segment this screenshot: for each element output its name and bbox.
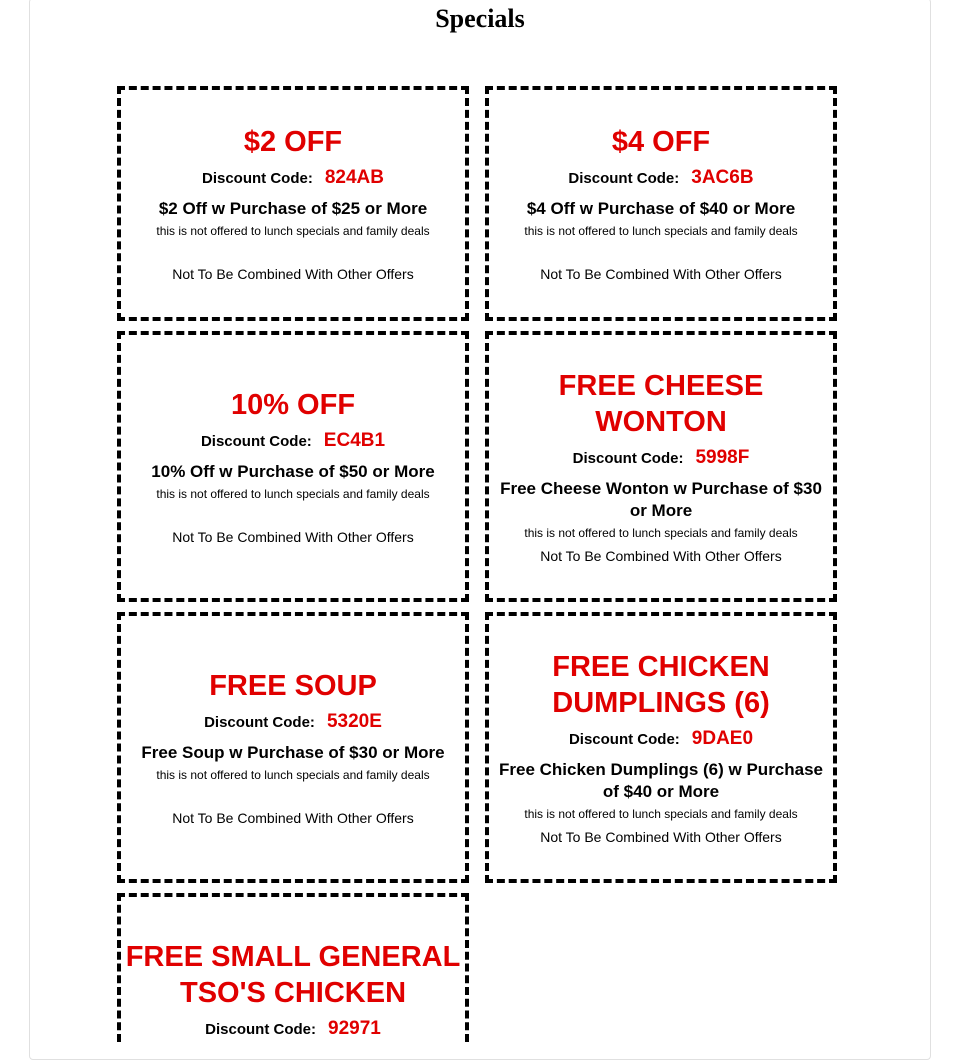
discount-code-label: Discount Code: xyxy=(202,170,313,187)
coupon-headline: 10% OFF xyxy=(230,389,356,421)
coupon-card[interactable] xyxy=(117,893,469,1042)
coupon-description: $2 Off w Purchase of $25 or More xyxy=(158,199,428,218)
coupon-fine-print: Not To Be Combined With Other Offers xyxy=(540,548,782,564)
coupon-headline: $4 OFF xyxy=(611,126,711,158)
discount-code-value[interactable]: 5998F xyxy=(695,447,750,468)
discount-code-value[interactable]: 3AC6B xyxy=(691,167,754,188)
coupon-fine-print: Not To Be Combined With Other Offers xyxy=(540,266,782,282)
coupon-card[interactable] xyxy=(117,612,469,883)
coupon-card[interactable] xyxy=(485,331,837,602)
coupon-description: 10% Off w Purchase of $50 or More xyxy=(151,462,435,481)
coupon-headline: FREE CHICKEN DUMPLINGS (6) xyxy=(552,651,770,719)
coupon-note: this is not offered to lunch specials and family deals xyxy=(156,768,430,782)
discount-code-row xyxy=(204,712,382,733)
discount-code-row xyxy=(202,168,384,189)
discount-code-row xyxy=(569,729,753,750)
discount-code-label: Discount Code: xyxy=(205,1021,316,1038)
coupon-card[interactable] xyxy=(117,86,469,321)
coupon-note: this is not offered to lunch specials and family deals xyxy=(524,807,798,821)
discount-code-label: Discount Code: xyxy=(200,433,312,450)
coupon-headline: FREE SOUP xyxy=(209,670,377,702)
discount-code-value[interactable]: EC4B1 xyxy=(323,430,386,451)
coupon-note: this is not offered to lunch specials and family deals xyxy=(524,526,798,540)
coupon-headline: FREE SMALL GENERAL TSO'S CHICKEN xyxy=(125,941,461,1009)
coupon-note: this is not offered to lunch specials and family deals xyxy=(156,224,430,238)
coupon-description: $4 Off w Purchase of $40 or More xyxy=(526,199,796,218)
coupon-note: this is not offered to lunch specials and family deals xyxy=(524,224,798,238)
coupon-headline: FREE CHEESE WONTON xyxy=(558,370,764,438)
discount-code-label: Discount Code: xyxy=(568,731,680,748)
coupon-fine-print: Not To Be Combined With Other Offers xyxy=(540,829,782,845)
coupon-card[interactable] xyxy=(485,86,837,321)
coupon-description: Free Soup w Purchase of $30 or More xyxy=(141,743,445,762)
discount-code-value[interactable]: 824AB xyxy=(324,167,384,188)
discount-code-row xyxy=(201,431,385,452)
page-title: Specials xyxy=(435,4,525,33)
coupon-fine-print: Not To Be Combined With Other Offers xyxy=(172,529,414,545)
coupon-headline: $2 OFF xyxy=(243,126,343,158)
coupon-card[interactable] xyxy=(485,612,837,883)
coupon-description: Free Cheese Wonton w Purchase of $30 or More xyxy=(500,479,822,520)
discount-code-row xyxy=(573,448,750,469)
coupon-description: Free Chicken Dumplings (6) w Purchase of $40 or More xyxy=(498,760,824,801)
discount-code-value[interactable]: 92971 xyxy=(328,1018,381,1039)
discount-code-label: Discount Code: xyxy=(572,450,684,467)
coupon-note: this is not offered to lunch specials and family deals xyxy=(156,487,430,501)
discount-code-row xyxy=(205,1019,381,1040)
discount-code-label: Discount Code: xyxy=(568,170,680,187)
discount-code-value[interactable]: 5320E xyxy=(326,711,382,732)
discount-code-row xyxy=(568,168,753,189)
coupon-card[interactable] xyxy=(117,331,469,602)
coupon-fine-print: Not To Be Combined With Other Offers xyxy=(172,266,414,282)
coupon-fine-print: Not To Be Combined With Other Offers xyxy=(172,810,414,826)
discount-code-label: Discount Code: xyxy=(204,714,315,731)
discount-code-value[interactable]: 9DAE0 xyxy=(691,728,754,749)
